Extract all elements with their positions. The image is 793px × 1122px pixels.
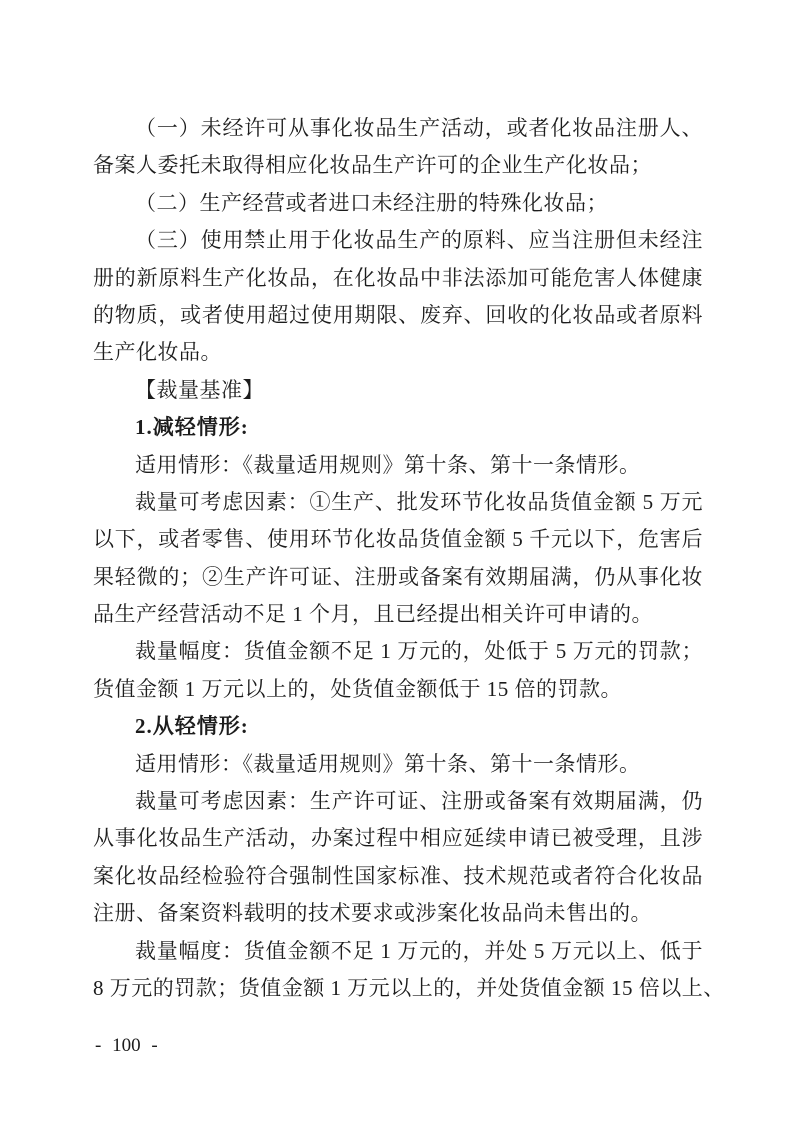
text-line: 册的新原料生产化妆品，在化妆品中非法添加可能危害人体健康: [93, 265, 703, 290]
text-line: 品生产经营活动不足 1 个月，且已经提出相关许可申请的。: [93, 602, 653, 627]
text-line: 裁量幅度：货值金额不足 1 万元的，并处 5 万元以上、低于: [135, 938, 703, 963]
text-line: 注册、备案资料载明的技术要求或涉案化妆品尚未售出的。: [93, 901, 652, 926]
section-heading: 2.从轻情形:: [135, 714, 249, 739]
text-line: 生产化妆品。: [93, 340, 222, 365]
document-body: [93, 110, 725, 1007]
section-heading: 1.减轻情形:: [135, 415, 249, 440]
text-line: 裁量可考虑因素：生产许可证、注册或备案有效期届满，仍: [135, 789, 703, 814]
text-line: 备案人委托未取得相应化妆品生产许可的企业生产化妆品；: [93, 153, 652, 178]
text-line: 适用情形：《裁量适用规则》第十条、第十一条情形。: [135, 452, 641, 477]
text-line: 裁量可考虑因素：①生产、批发环节化妆品货值金额 5 万元: [135, 489, 703, 514]
page-number: - 100 -: [95, 1035, 158, 1056]
text-line: 货值金额 1 万元以上的，处货值金额低于 15 倍的罚款。: [93, 676, 622, 701]
text-line: 8 万元的罚款；货值金额 1 万元以上的，并处货值金额 15 倍以上、: [93, 975, 725, 1000]
text-line: 的物质，或者使用超过使用期限、废弃、回收的化妆品或者原料: [93, 302, 703, 327]
text-line: （二）生产经营或者进口未经注册的特殊化妆品；: [135, 190, 608, 215]
text-line: 果轻微的；②生产许可证、注册或备案有效期届满，仍从事化妆: [93, 564, 703, 589]
text-line: 案化妆品经检验符合强制性国家标准、技术规范或者符合化妆品: [93, 863, 703, 888]
text-line: 裁量幅度：货值金额不足 1 万元的，处低于 5 万元的罚款；: [135, 639, 703, 664]
text-line: 【裁量基准】: [135, 377, 264, 402]
text-line: 从事化妆品生产活动，办案过程中相应延续申请已被受理，且涉: [93, 826, 703, 851]
text-line: （三）使用禁止用于化妆品生产的原料、应当注册但未经注: [135, 228, 703, 253]
text-line: 以下，或者零售、使用环节化妆品货值金额 5 千元以下，危害后: [93, 527, 703, 552]
text-line: （一）未经许可从事化妆品生产活动，或者化妆品注册人、: [135, 116, 703, 140]
text-line: 适用情形：《裁量适用规则》第十条、第十一条情形。: [135, 751, 641, 776]
